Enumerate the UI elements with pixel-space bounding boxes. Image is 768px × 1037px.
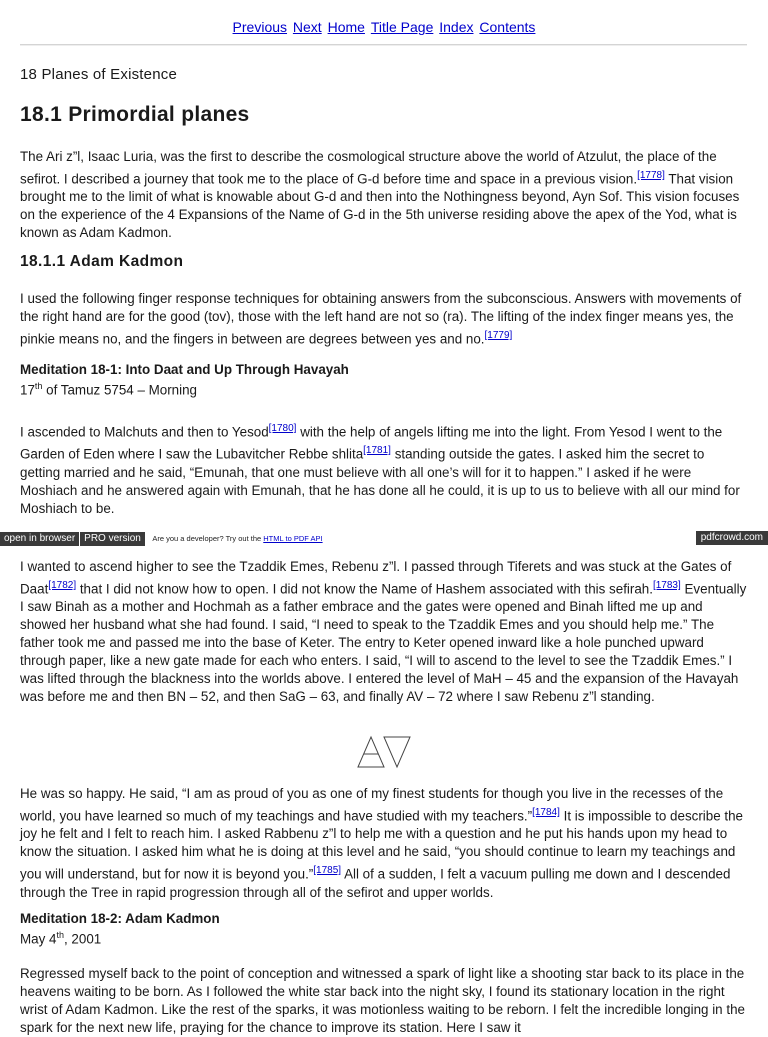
meditation-2-date [20, 930, 101, 946]
av-letters-figure [355, 735, 413, 769]
html-to-pdf-api-link[interactable]: HTML to PDF API [263, 534, 323, 543]
pdfcrowd-brand-link[interactable]: pdfcrowd.com [696, 531, 768, 545]
av-right-triangle [384, 737, 410, 767]
footnote-link-1780[interactable]: [1780] [268, 423, 297, 434]
meditation-1-paragraph-1 [20, 419, 748, 518]
med1-p2-text-c: Eventually I saw Binah as a mother and Hochmah as a father embrace and the gates were opened and Binah lifted me up and showed her husband what she had found. I said, “I need to speak to the Tzaddik Emes and you should help me.” The father took me and passed me into the base of Keter. The entry to Keter opened inward like a hole punched upward through paper, like a new gate made for each who enters. I said, “I will to ascend to the level to see the Tzaddik Emes.” I was lifted through the blackness into the worlds above. I entered the level of MaH – 45 and the expansion of the Havayah was before me and then BN – 52, and then SaG – 63, and finally AV – 72 where I saw Rebenu z”l standing. [20, 581, 747, 705]
open-in-browser-button[interactable]: open in browser [0, 532, 79, 546]
med1-p3-text-c: All of a sudden, I felt a vacuum pulling me down and I descended through the Tree in rapid progression through all of the sefirot and upper worlds. [20, 866, 731, 900]
subsection-title: 18.1.1 Adam Kadmon [20, 253, 184, 270]
date-rest: of Tamuz 5754 – Morning [42, 382, 198, 398]
nav-contents-link[interactable]: Contents [479, 19, 536, 35]
promo-text: Are you a developer? Try out the [152, 534, 264, 543]
meditation-1-paragraph-3 [20, 785, 748, 902]
footnote-link-1781[interactable]: [1781] [363, 445, 391, 457]
footnote-link-1785[interactable]: [1785] [313, 865, 342, 877]
date-month-day: May 4 [20, 931, 57, 947]
section-title: 18.1 Primordial planes [20, 103, 250, 126]
meditation-1-date [20, 381, 197, 397]
meditation-2-paragraph-1: Regressed myself back to the point of conception and witnessed a spark of light like a shooting star back to its place in the heavens waiting to be born. As I followed the white star back into the night sky, I found its stationary location in the right wrist of Adam Kadmon. Like the rest of the sparks, it was motionless waiting to be reborn. I felt the incredible longing in the spark for the next new life, praying for the chance to improve its station. Here I saw it [20, 966, 745, 1035]
date-day: 17 [20, 382, 35, 398]
nav-title-page-link[interactable]: Title Page [370, 19, 434, 35]
av-left-triangle [358, 737, 384, 767]
developer-promo [152, 532, 322, 546]
nav-divider [20, 44, 747, 46]
meditation-1-title: Meditation 18-1: Into Daat and Up Through Havayah [20, 362, 349, 377]
finger-text: I used the following finger response techniques for obtaining answers from the subconscious. Answers with movements of the right hand are for the good (tov), those with the left hand are not so (ra). The lifting of the index finger means yes, the pinkie means no, and the fingers in between are degrees between yes and no. [20, 291, 742, 347]
meditation-2-title: Meditation 18-2: Adam Kadmon [20, 911, 220, 926]
med1-p3-text-a: He was so happy. He said, “I am as proud of you as one of my finest students for though you live in the recesses of the world, you have learned so much of my teachings and have studied with my teachers.” [20, 786, 724, 824]
finger-paragraph [20, 290, 748, 348]
nav-previous-link[interactable]: Previous [232, 19, 288, 35]
top-navigation [0, 19, 768, 35]
footnote-link-1778[interactable]: [1778] [637, 170, 665, 181]
med1-p1-text-b: with the help of angels lifting me into the light. From Yesod I went to the Garden of Eden where I saw the Lubavitcher Rebbe shlita [20, 424, 723, 462]
pdfcrowd-banner [0, 531, 768, 545]
nav-home-link[interactable]: Home [327, 19, 365, 35]
footnote-link-1783[interactable]: [1783] [652, 580, 681, 591]
meditation-1-paragraph-2 [20, 558, 748, 706]
med1-p1-text-a: I ascended to Malchuts and then to Yesod [20, 424, 269, 440]
chapter-title: 18 Planes of Existence [20, 66, 177, 83]
footnote-link-1779[interactable]: [1779] [484, 330, 513, 341]
date-year: , 2001 [63, 931, 102, 947]
footnote-link-1784[interactable]: [1784] [532, 807, 560, 818]
med1-p1-text-c: standing outside the gates. I asked him the secret to getting married and he said, “Emunah, that one must believe with all one’s will for it to happen.” I asked if he were Moshiach and he answered again with Emunah, that he has done all he could, it is up to us to believe with all our mind for Moshiach to be. [20, 446, 740, 516]
footnote-link-1782[interactable]: [1782] [48, 580, 77, 591]
date-suffix: th [56, 930, 64, 940]
intro-text-2: That vision brought me to the limit of what is knowable about G-d and then into the Nothingness beyond, Ayn Sof. This vision focuses on the experience of the 4 Expansions of the Name of G-d in the 5th universe residing above the apex of the Yod, what is known as Adam Kadmon. [20, 171, 740, 241]
med1-p2-text-a: I wanted to ascend higher to see the Tzaddik Emes, Rebenu z”l. I passed through Tiferets and was stuck at the Gates of Daat [20, 559, 732, 597]
pro-version-button[interactable]: PRO version [80, 532, 145, 546]
nav-next-link[interactable]: Next [292, 19, 322, 35]
intro-text-1: The Ari z”l, Isaac Luria, was the first to describe the cosmological structure above the world of Atzulut, the place of the sefirot. I described a journey that took me to the place of G-d before time and space in a previous vision. [20, 149, 717, 187]
med1-p3-text-b: It is impossible to describe the joy he felt and I felt to reach him. I asked Rabbenu z”l to help me with a question and he put his hands upon my head to know the situation. I asked him what he is doing at this level and he said, “you should continue to learn my teachings and you will understand, but for now it is beyond you.” [20, 808, 743, 882]
nav-index-link[interactable]: Index [439, 19, 474, 35]
med1-p2-text-b: that I did not know how to open. I did not know the Name of Hashem associated with this sefirah. [76, 581, 653, 597]
intro-paragraph [20, 148, 748, 242]
date-suffix: th [34, 381, 43, 391]
